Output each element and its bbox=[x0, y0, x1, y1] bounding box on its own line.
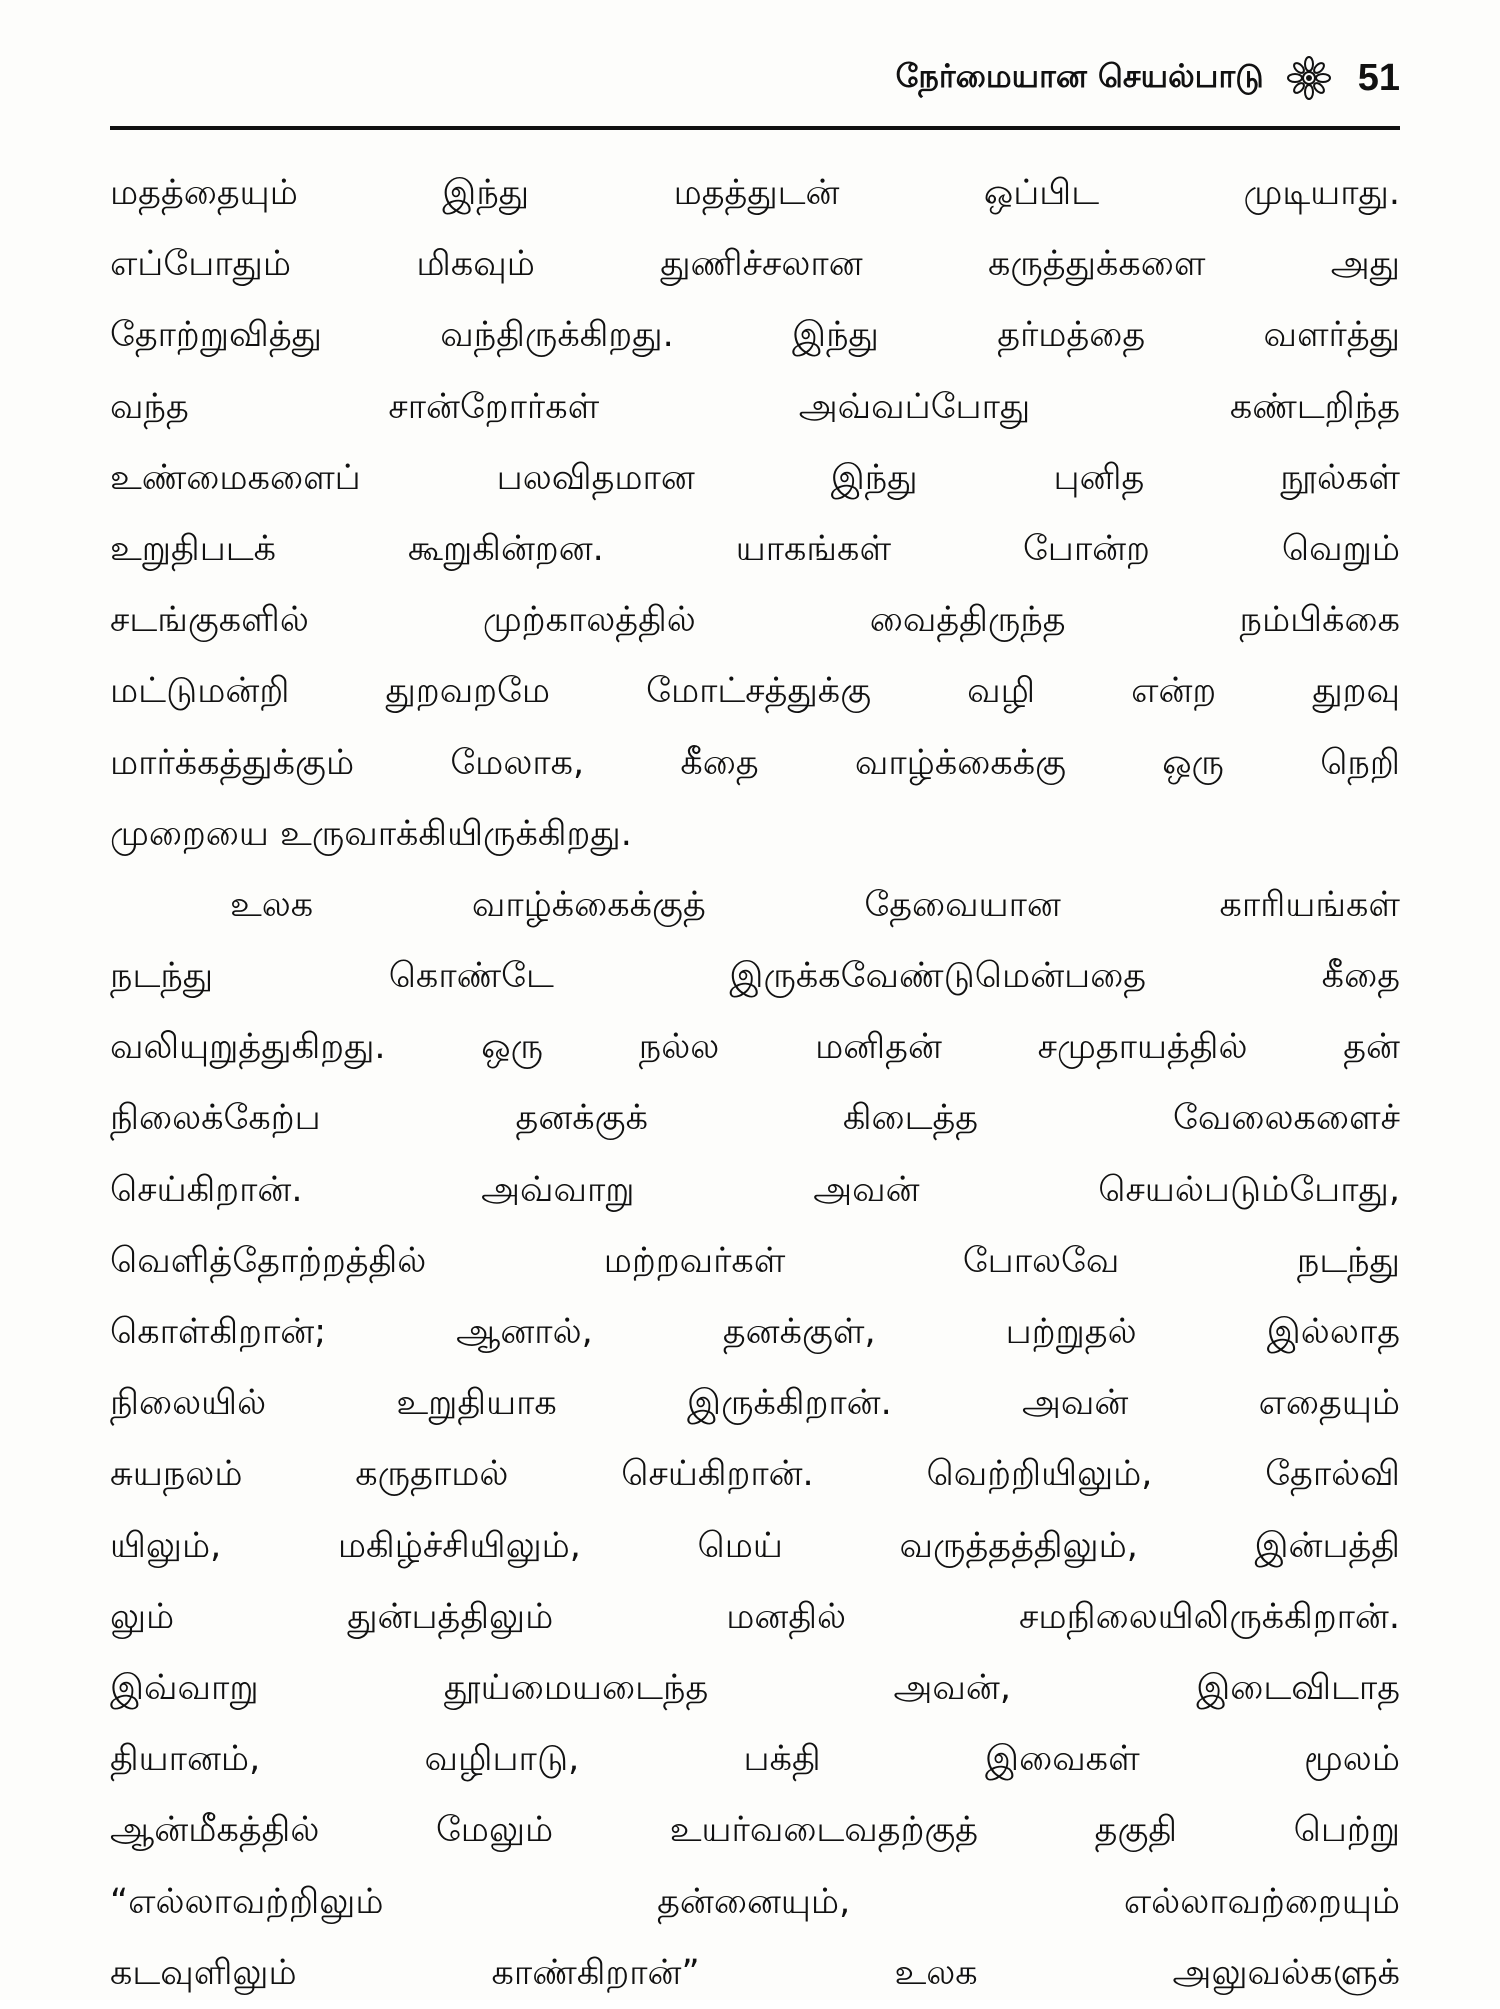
text-line: சுயநலம் கருதாமல் செய்கிறான். வெற்றியிலும், தோல்வி bbox=[110, 1454, 1400, 1495]
paragraph-2 bbox=[110, 870, 1400, 2009]
text-line: வந்த சான்றோர்கள் அவ்வப்போது கண்டறிந்த bbox=[110, 386, 1400, 427]
text-line: வலியுறுத்துகிறது. ஒரு நல்ல மனிதன் சமுதாயத்தில் தன் bbox=[110, 1027, 1400, 1068]
text-line: நடந்து கொண்டே இருக்கவேண்டுமென்பதை கீதை bbox=[110, 956, 1400, 997]
page-header bbox=[110, 48, 1400, 108]
text-line: எப்போதும் மிகவும் துணிச்சலான கருத்துக்களை அது bbox=[110, 244, 1400, 285]
text-line: நிலையில் உறுதியாக இருக்கிறான். அவன் எதையும் bbox=[110, 1383, 1400, 1424]
text-line: தியானம், வழிபாடு, பக்தி இவைகள் மூலம் bbox=[110, 1739, 1400, 1780]
text-line: இவ்வாறு தூய்மையடைந்த அவன், இடைவிடாத bbox=[110, 1667, 1400, 1708]
text-line: நிலைக்கேற்ப தனக்குக் கிடைத்த வேலைகளைச் bbox=[110, 1098, 1400, 1139]
lotus-ornament-icon bbox=[1286, 55, 1332, 101]
text-line: தோற்றுவித்து வந்திருக்கிறது. இந்து தர்மத்தை வளர்த்து bbox=[110, 315, 1400, 356]
text-line: கடவுளிலும் காண்கிறான்” உலக அலுவல்களுக் bbox=[110, 1952, 1400, 1993]
text-line: கொள்கிறான்; ஆனால், தனக்குள், பற்றுதல் இல்லாத bbox=[110, 1312, 1400, 1352]
text-line: மட்டுமன்றி துறவறமே மோட்சத்துக்கு வழி என்ற துறவு bbox=[110, 671, 1400, 712]
text-line: சடங்குகளில் முற்காலத்தில் வைத்திருந்த நம்பிக்கை bbox=[110, 600, 1400, 641]
body-text bbox=[110, 158, 1400, 2009]
running-title: நேர்மையான செயல்பாடு bbox=[895, 57, 1264, 95]
text-line: “எல்லாவற்றிலும் தன்னையும், எல்லாவற்றையும் bbox=[110, 1881, 1400, 1922]
text-line: லும் துன்பத்திலும் மனதில் சமநிலையிலிருக்கிறான். bbox=[110, 1596, 1400, 1637]
text-line: யிலும், மகிழ்ச்சியிலும், மெய் வருத்தத்திலும், இன்பத்தி bbox=[110, 1525, 1400, 1566]
page-number: 51 bbox=[1357, 56, 1400, 99]
paragraph-1 bbox=[110, 158, 1400, 870]
text-line: செய்கிறான். அவ்வாறு அவன் செயல்படும்போது, bbox=[110, 1169, 1400, 1210]
header-rule bbox=[110, 126, 1400, 130]
text-line: உறுதிபடக் கூறுகின்றன. யாகங்கள் போன்ற வெறும் bbox=[110, 528, 1400, 569]
text-line: மதத்தையும் இந்து மதத்துடன் ஒப்பிட முடியாது. bbox=[110, 173, 1400, 213]
text-line: ஆன்மீகத்தில் மேலும் உயர்வடைவதற்குத் தகுதி பெற்று bbox=[110, 1810, 1400, 1851]
text-line: உலக வாழ்க்கைக்குத் தேவையான காரியங்கள் bbox=[230, 884, 1400, 925]
text-line: மார்க்கத்துக்கும் மேலாக, கீதை வாழ்க்கைக்கு ஒரு நெறி bbox=[110, 742, 1400, 783]
text-line: வெளித்தோற்றத்தில் மற்றவர்கள் போலவே நடந்து bbox=[110, 1240, 1400, 1281]
text-line: உண்மைகளைப் பலவிதமான இந்து புனித நூல்கள் bbox=[110, 457, 1400, 498]
text-line: முறையை உருவாக்கியிருக்கிறது. bbox=[110, 813, 632, 854]
